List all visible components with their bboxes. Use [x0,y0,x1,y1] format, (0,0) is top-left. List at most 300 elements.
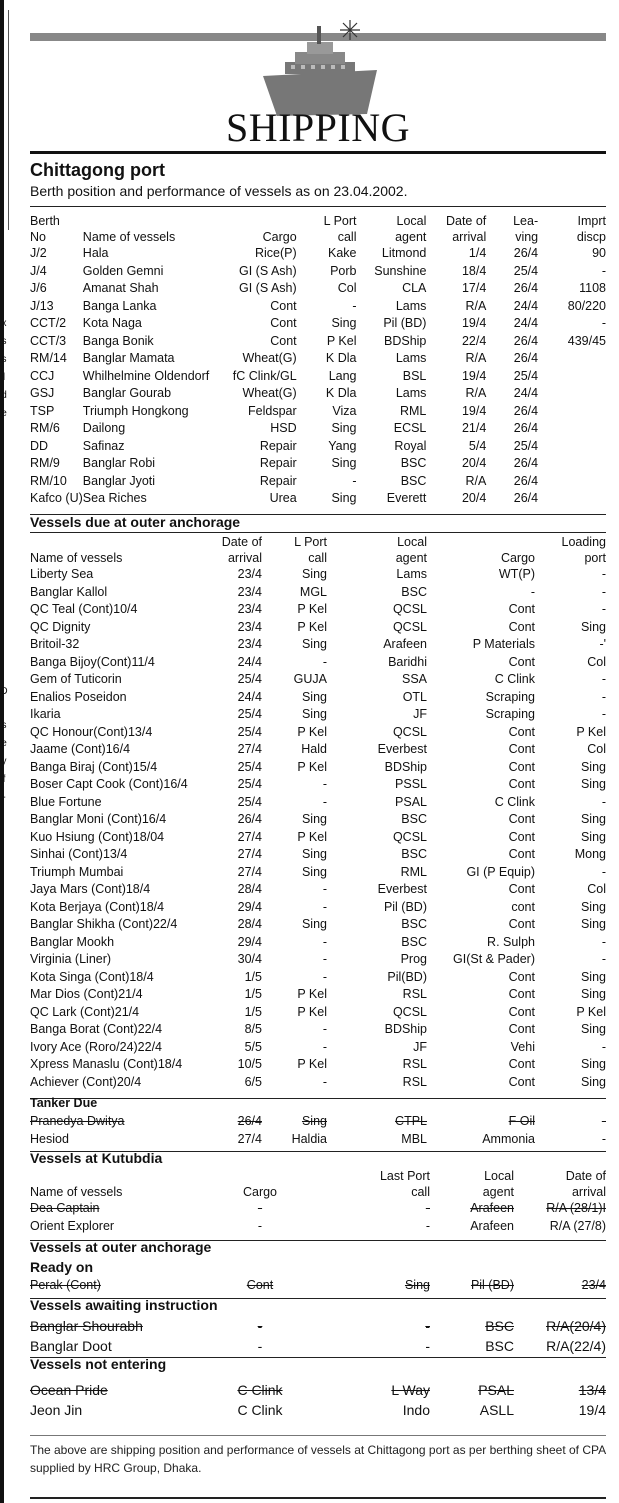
table-row [30,1021,606,1039]
table-cell: 25/4 [237,777,262,792]
table-cell: Sing [580,777,606,792]
table-cell: Repair [259,456,297,471]
table-cell: Dea Captain [30,1201,100,1216]
table-cell: Sea Riches [82,491,147,506]
table-cell: - [601,1114,606,1129]
table-row [30,601,606,619]
table-header-row [30,213,606,245]
table-cell: 26/4 [513,473,539,488]
table-cell: Prog [400,952,427,967]
table-cell: 19/4 [578,1402,606,1418]
table-cell: Banglar Jyoti [82,473,156,488]
table-cell: 1/5 [244,969,262,984]
table-cell: 26/4 [237,812,262,827]
table-cell: 25/4 [513,438,539,453]
table-row [30,934,606,952]
table-cell: 22/4 [461,333,487,348]
table-cell: P Kel [576,724,606,739]
table-cell [538,350,606,368]
table-cell: Sing [580,969,606,984]
table-cell: BSC [401,584,427,599]
table-cell: J/4 [30,263,47,278]
table-row [30,776,606,794]
table-cell: GI(St & Pader) [453,952,535,967]
tanker-table [30,1113,606,1148]
table-row [30,403,606,421]
table-cell: Ammonia [482,1131,535,1146]
table-cell: MBL [401,1131,427,1146]
table-cell: Local agent [395,214,427,244]
table-cell: Sing [301,864,327,879]
table-cell: Repair [259,438,297,453]
table-row [30,368,606,386]
table-cell: RM/6 [30,421,60,436]
table-cell: BSC [400,473,427,488]
table-cell: 26/4 [513,456,539,471]
table-cell: Banglar Kallol [30,584,108,599]
table-cell: 1/5 [244,987,262,1002]
table-cell: Feldspar [248,403,297,418]
table-cell: JF [413,707,427,722]
table-cell: BDShip [384,333,427,348]
table-cell: - [322,899,327,914]
table-cell: - [257,1318,263,1334]
table-cell: 17/4 [461,281,487,296]
table-cell: 26/4 [513,403,539,418]
table-cell: Cont [508,829,535,844]
table-cell: GUJA [293,672,327,687]
table-cell: 5/4 [468,438,487,453]
table-cell: 90 [592,246,606,261]
table-row [30,671,606,689]
fragment-char: s [1,720,7,731]
table-cell: - [425,1201,430,1216]
table-cell: F Oil [508,1114,535,1129]
table-cell: L Way [391,1382,430,1398]
table-cell: Sing [580,987,606,1002]
table-cell: - [322,882,327,897]
table-cell: Everbest [377,882,427,897]
table-cell: 6/5 [244,1074,262,1089]
table-cell: 28/4 [237,917,262,932]
table-row [30,1400,606,1420]
table-cell: Vehi [510,1039,535,1054]
table-cell: Banga Lanka [82,298,157,313]
table-cell: Banga Bonik [82,333,154,348]
fragment-char: e [1,408,7,419]
table-cell: C Clink [494,794,535,809]
table-cell: CCT/2 [30,316,67,331]
table-cell: 24/4 [237,689,262,704]
table-cell: Cont [508,1057,535,1072]
table-cell: Cargo [262,230,297,244]
table-cell: Lams [395,351,427,366]
table-cell: Col [337,281,357,296]
table-cell: - [257,1218,263,1233]
table-cell: Banga Borat (Cont)22/4 [30,1022,163,1037]
table-cell: Name of vessels [82,230,176,244]
table-row [30,245,606,263]
fragment-char: s [1,336,7,347]
table-cell: - [601,584,606,599]
section-title-not-entering: Vessels not entering [30,1356,167,1372]
table-row [30,1131,606,1149]
table-cell: 1/4 [468,246,487,261]
table-cell: Litmond [381,246,427,261]
table-cell: Banglar Moni (Cont)16/4 [30,812,167,827]
table-cell: QCSL [392,724,427,739]
table-cell: QCSL [392,602,427,617]
table-cell: 27/4 [237,742,262,757]
table-cell: WT(P) [498,567,535,582]
table-cell: Sing [331,456,357,471]
table-cell: Sunshine [374,263,427,278]
table-cell: Cont [508,847,535,862]
table-cell: P Kel [297,619,327,634]
table-cell: Achiever (Cont)20/4 [30,1074,142,1089]
table-cell: Sing [301,637,327,652]
table-cell: - [601,794,606,809]
table-header-row [30,534,606,566]
table-row [30,263,606,281]
table-cell: Dailong [82,421,126,436]
table-cell: P Kel [297,1004,327,1019]
table-cell: - [322,794,327,809]
table-cell: Cont [508,1004,535,1019]
table-cell: J/13 [30,298,54,313]
table-cell: Loading port [561,535,606,565]
table-cell: cont [511,899,535,914]
table-cell: Sinhai (Cont)13/4 [30,847,128,862]
table-row [30,438,606,456]
table-row [30,619,606,637]
table-cell [538,438,606,456]
table-row [30,333,606,351]
table-cell: Sing [301,917,327,932]
table-cell: QC Honour(Cont)13/4 [30,724,153,739]
table-row [30,490,606,508]
table-cell: Kota Berjaya (Cont)18/4 [30,899,165,914]
table-cell: Banglar Mookh [30,934,115,949]
table-row [30,420,606,438]
table-cell: CLA [402,281,427,296]
table-cell: Pil (BD) [383,899,427,914]
table-cell: Cont [246,1278,274,1293]
table-cell: Arafeen [470,1201,514,1216]
table-row [30,689,606,707]
fragment-char: e [1,738,7,749]
table-cell: Pil (BD) [470,1278,514,1293]
table-cell: ECSL [393,421,427,436]
table-cell: 23/4 [581,1278,606,1293]
table-cell: 25/4 [237,672,262,687]
table-cell: Cont [508,619,535,634]
table-cell: - [425,1318,430,1334]
table-cell: 19/4 [461,316,487,331]
table-cell: BSC [401,812,427,827]
table-cell: ASLL [479,1402,514,1418]
table-cell: Cont [508,759,535,774]
table-cell: - [601,672,606,687]
table-cell: P Kel [297,829,327,844]
table-cell: - [601,707,606,722]
table-cell: CCT/3 [30,333,67,348]
table-cell: R/A(20/4) [546,1318,606,1334]
table-row [30,1277,606,1295]
table-row [30,1380,606,1400]
table-cell: - [601,1131,606,1146]
table-row [30,759,606,777]
rule [30,1435,606,1436]
table-cell: - [322,934,327,949]
table-cell: Sing [301,1114,327,1129]
table-cell: - [425,1338,430,1354]
table-cell: Cont [508,1074,535,1089]
table-row [30,1316,606,1336]
table-row [30,811,606,829]
table-cell: CCJ [30,368,55,383]
table-cell: R/A(22/4) [546,1338,606,1354]
table-cell: Date of arrival [565,1169,606,1199]
table-cell: BSL [402,368,427,383]
table-cell: Blue Fortune [30,794,102,809]
table-cell: 27/4 [237,847,262,862]
table-cell: Sing [580,1057,606,1072]
table-cell: J/2 [30,246,47,261]
table-row [30,1004,606,1022]
table-row [30,636,606,654]
section-title-outer: Vessels due at outer anchorage [30,514,241,530]
table-cell: Col [587,742,606,757]
table-cell: Cont [270,298,297,313]
table-cell: Pil(BD) [387,969,427,984]
fragment-char: D [0,686,8,697]
table-cell: Liberty Sea [30,567,94,582]
table-cell: 24/4 [237,654,262,669]
table-cell: Scraping [485,689,535,704]
table-cell: Cont [270,333,297,348]
table-cell: Yang [328,438,357,453]
table-cell: C Clink [237,1402,283,1418]
table-row [30,1056,606,1074]
table-cell: JF [413,1039,427,1054]
table-row [30,1074,606,1092]
table-cell: Mong [574,847,606,862]
table-cell: Kafco (U) [30,491,83,506]
table-cell: Sing [331,491,357,506]
table-row [30,473,606,491]
table-row [30,315,606,333]
table-row [30,1039,606,1057]
table-cell: Imprt discp [576,214,606,244]
table-cell: Banglar Mamata [82,351,175,366]
table-cell: Cargo [500,551,535,565]
table-cell: Date of arrival [221,535,262,565]
bottom-rule [30,1497,606,1499]
table-row [30,298,606,316]
table-cell: Cont [508,724,535,739]
table-cell: BSC [401,917,427,932]
fragment-char: f [2,774,6,785]
table-cell: Golden Gemni [82,263,164,278]
table-cell: BSC [400,456,427,471]
table-cell: Royal [394,438,427,453]
table-cell: 25/4 [237,724,262,739]
table-cell: Col [587,654,606,669]
table-cell: Jaame (Cont)16/4 [30,742,131,757]
table-cell: 26/4 [513,281,539,296]
table-cell: - [352,473,357,488]
table-cell: BSC [401,934,427,949]
table-cell: Haldia [291,1131,327,1146]
fragment-char: x [1,318,7,329]
table-cell: Porb [330,263,357,278]
table-cell: Sing [580,759,606,774]
table-cell: 23/4 [237,602,262,617]
table-cell: Banglar Shourabh [30,1318,143,1334]
table-cell: RM/9 [30,456,60,471]
table-cell: Pil (BD) [383,316,427,331]
table-cell: RSL [402,987,427,1002]
table-cell: Sing [301,812,327,827]
table-row [30,969,606,987]
table-cell: QC Dignity [30,619,91,634]
table-cell: Xpress Manaslu (Cont)18/4 [30,1057,183,1072]
table-cell: 1/5 [244,1004,262,1019]
table-cell: - [601,602,606,617]
table-cell [538,455,606,473]
table-cell: Lams [395,386,427,401]
table-cell: Cont [508,654,535,669]
table-cell: BSC [485,1338,514,1354]
table-cell: 21/4 [461,421,487,436]
table-cell: - [601,952,606,967]
table-cell: - [257,1201,263,1216]
table-row [30,1218,606,1236]
table-cell: Cont [508,742,535,757]
table-row [30,864,606,882]
table-cell: PSAL [395,794,427,809]
table-cell: OTL [402,689,427,704]
table-cell [538,368,606,386]
table-cell: 25/4 [513,263,539,278]
table-cell: Cargo [242,1185,278,1199]
table-cell: 10/5 [237,1057,262,1072]
table-row [30,951,606,969]
table-cell: 30/4 [237,952,262,967]
table-cell: BSC [401,847,427,862]
table-cell: - [601,864,606,879]
table-cell: 24/4 [513,386,539,401]
table-cell: Wheat(G) [242,386,297,401]
table-cell: R/A [465,298,487,313]
table-cell: Mar Dios (Cont)21/4 [30,987,143,1002]
table-row [30,654,606,672]
table-cell: Repair [259,473,297,488]
table-cell: PSSL [395,777,427,792]
table-cell: Sing [580,1022,606,1037]
table-cell: Lang [328,368,357,383]
table-cell: Col [587,882,606,897]
section-title-tanker: Tanker Due [30,1096,98,1110]
table-cell: GSJ [30,386,55,401]
table-cell: 26/4 [513,421,539,436]
table-cell: Kota Singa (Cont)18/4 [30,969,154,984]
table-cell: 26/4 [513,351,539,366]
table-cell: - [322,1022,327,1037]
table-cell: Sing [580,1074,606,1089]
table-cell: DD [30,438,49,453]
table-row [30,566,606,584]
table-row [30,986,606,1004]
table-cell: - [322,1074,327,1089]
table-cell: Pranedya Dwitya [30,1114,125,1129]
table-cell: 13/4 [578,1382,606,1398]
table-cell: Urea [269,491,297,506]
table-row [30,350,606,368]
ready-table [30,1277,606,1295]
table-cell: Jeon Jin [30,1402,83,1418]
table-cell: Kake [328,246,357,261]
table-cell: MGL [299,584,327,599]
table-cell: 26/4 [513,333,539,348]
table-cell: Sing [580,917,606,932]
table-cell: 25/4 [237,707,262,722]
table-cell: Kuo Hsiung (Cont)18/04 [30,829,165,844]
rule [30,206,606,207]
table-cell: 19/4 [461,368,487,383]
table-cell: QCSL [392,1004,427,1019]
table-row [30,1336,606,1356]
table-cell: J/6 [30,281,47,296]
table-cell: C Clink [237,1382,283,1398]
table-header-row [30,1168,606,1200]
section-title-kutubdia: Vessels at Kutubdia [30,1150,163,1166]
table-cell: K Dla [325,386,357,401]
table-cell: Banglar Gourab [82,386,172,401]
table-cell: P Materials [472,637,535,652]
table-row [30,829,606,847]
table-cell: 23/4 [237,637,262,652]
table-cell: - [352,298,357,313]
table-cell: HSD [270,421,297,436]
table-cell: Orient Explorer [30,1218,115,1233]
awaiting-table [30,1316,606,1356]
table-row [30,385,606,403]
table-cell: 5/5 [244,1039,262,1054]
table-cell: - [530,584,535,599]
table-cell: Triumph Mumbai [30,864,124,879]
table-cell: Enalios Poseidon [30,689,127,704]
section-title-ready: Ready on [30,1259,94,1275]
table-cell: 25/4 [237,759,262,774]
fragment-char: d [1,390,7,401]
table-cell: Cont [508,882,535,897]
rule [30,1098,606,1099]
table-cell: Arafeen [383,637,427,652]
table-cell: - [322,1039,327,1054]
table-cell: RM/10 [30,473,67,488]
section-title-awaiting: Vessels awaiting instruction [30,1297,218,1313]
table-cell: P Kel [297,602,327,617]
page-edge-rule [0,0,4,1503]
table-row [30,846,606,864]
table-cell: 24/4 [513,298,539,313]
table-cell: - [322,969,327,984]
table-cell: R/A (27/8) [549,1218,606,1233]
table-cell: P Kel [326,333,357,348]
column-divider [8,10,9,230]
